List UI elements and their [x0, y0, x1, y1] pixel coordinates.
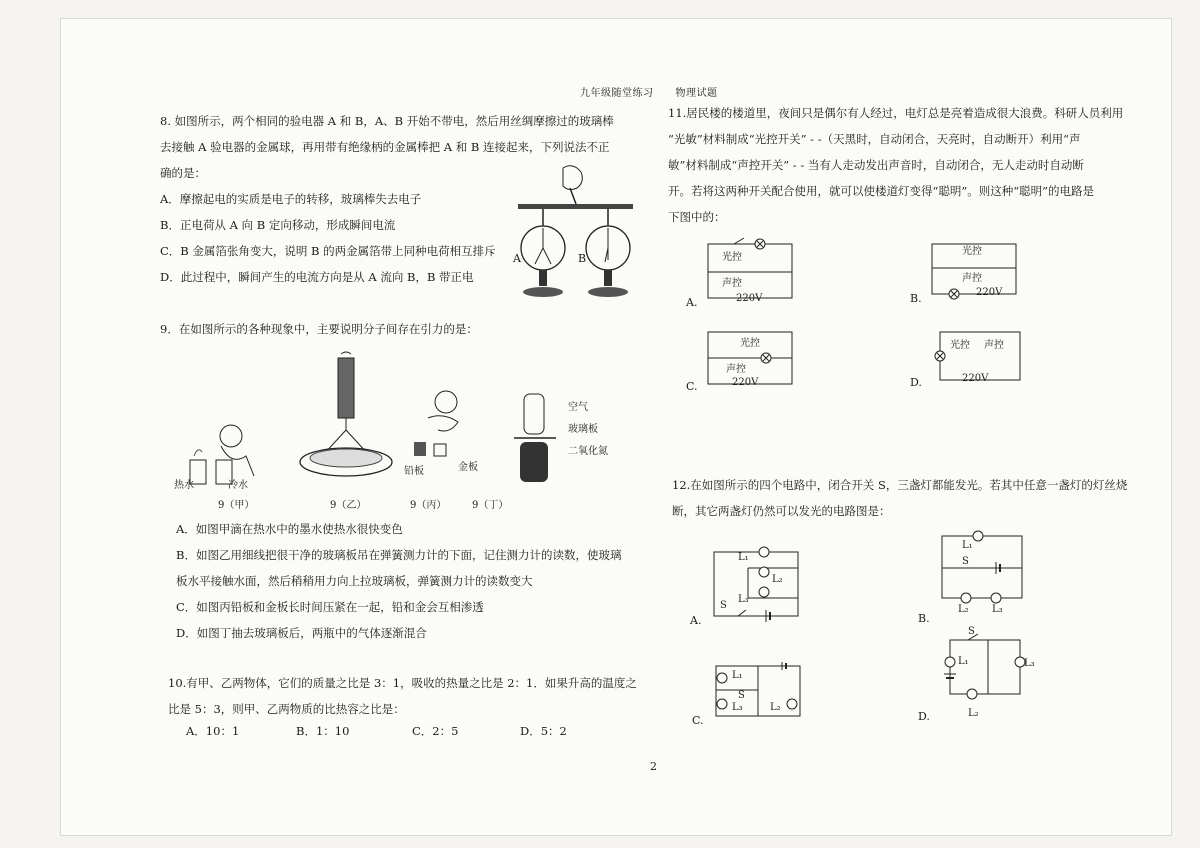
q11-b-voltage: 220V	[976, 287, 1003, 298]
q8-stem-line-2: 去接触 A 验电器的金属球，再用带有绝缘柄的金属棒把 A 和 B 连接起来，下列说法不正	[160, 140, 610, 154]
q12-option-a-letter: A.	[690, 614, 702, 627]
header-subject: 物理试题	[675, 88, 718, 99]
q9-caption-ding: 9（丁）	[472, 500, 509, 511]
q11-b-sound-switch: 声控	[962, 273, 982, 284]
q11-option-d-letter: D.	[910, 376, 922, 389]
q11-d-sound-switch: 声控	[984, 340, 1004, 351]
q12-d-s: S	[968, 626, 975, 637]
q12-d-l1: L₁	[958, 656, 969, 667]
q11-c-light-switch: 光控	[740, 338, 760, 349]
q9-label-air: 空气	[568, 402, 588, 413]
q12-a-l3: L₃	[738, 594, 749, 605]
q12-option-c-letter: C.	[692, 714, 704, 727]
q10-option-c: C．2：5	[412, 724, 459, 738]
q11-c-voltage: 220V	[732, 377, 759, 388]
q9-option-b-cont: 板水平接触水面，然后稍稍用力向上拉玻璃板，弹簧测力计的读数变大	[176, 574, 533, 588]
q11-a-sound-switch: 声控	[722, 278, 742, 289]
q11-a-light-switch: 光控	[722, 252, 742, 263]
q12-c-l3: L₃	[732, 702, 743, 713]
q9-option-d: D．如图丁抽去玻璃板后，两瓶中的气体逐渐混合	[176, 626, 427, 640]
q12-stem-line-1: 12.在如图所示的四个电路中，闭合开关 S，三盏灯都能发光。若其中任意一盏灯的灯丝烧	[672, 478, 1128, 492]
q11-option-a-letter: A.	[686, 296, 698, 309]
question-11	[668, 100, 1148, 230]
q9-label-hot-water: 热水	[174, 480, 194, 491]
q12-c-l1: L₁	[732, 670, 743, 681]
q10-option-a: A．10：1	[186, 724, 240, 738]
q11-d-voltage: 220V	[962, 373, 989, 384]
q12-c-s: S	[738, 690, 745, 701]
q12-b-l3: L₃	[992, 604, 1003, 615]
q9-label-gold-plate: 金板	[458, 462, 478, 473]
q11-option-b-letter: B.	[910, 292, 922, 305]
q8-label-b: B	[578, 252, 587, 265]
q12-circuit-d	[938, 632, 1032, 708]
q8-option-a: A．摩擦起电的实质是电子的转移，玻璃棒失去电子	[160, 192, 422, 206]
q8-electroscope-figure	[508, 160, 648, 310]
q12-b-l2: L₂	[958, 604, 969, 615]
q11-stem-line-5: 下图中的：	[668, 210, 726, 224]
page-header	[580, 84, 718, 99]
page-number: 2	[650, 760, 657, 773]
q11-b-light-switch: 光控	[962, 246, 982, 257]
q12-a-s: S	[720, 600, 727, 611]
q10-option-b: B．1：10	[296, 724, 350, 738]
q12-circuit-b	[938, 528, 1028, 606]
q12-a-l1: L₁	[738, 552, 749, 563]
q9-label-cold-water: 冷水	[228, 480, 248, 491]
q8-option-b: B．正电荷从 A 向 B 定向移动，形成瞬间电流	[160, 218, 396, 232]
q9-option-c: C．如图丙铅板和金板长时间压紧在一起，铅和金会互相渗透	[176, 600, 484, 614]
q12-stem-line-2: 断，其它两盏灯仍然可以发光的电路图是：	[672, 504, 891, 518]
q8-label-a: A	[513, 252, 521, 265]
q8-option-d: D．此过程中，瞬间产生的电流方向是从 A 流向 B，B 带正电	[160, 270, 474, 284]
q9-label-lead-plate: 铅板	[404, 466, 424, 477]
q12-c-l2: L₂	[770, 702, 781, 713]
q9-option-b: B．如图乙用细线把很干净的玻璃板吊在弹簧测力计的下面，记住测力计的读数，使玻璃	[176, 548, 622, 562]
q11-d-light-switch: 光控	[950, 340, 970, 351]
q12-circuit-c	[710, 660, 806, 722]
q10-stem-line-1: 10.有甲、乙两物体，它们的质量之比是 3：1，吸收的热量之比是 2：1．如果升高的温度之	[168, 676, 637, 690]
q11-stem-line-2: “光敏”材料制成“光控开关” - -（天黑时，自动闭合，天亮时，自动断开）利用“声	[668, 132, 1081, 146]
q9-caption-yi: 9（乙）	[330, 500, 367, 511]
q9-caption-jia: 9（甲）	[218, 500, 255, 511]
q12-d-l3: L₃	[1024, 658, 1035, 669]
question-10	[168, 670, 648, 722]
q9-caption-bing: 9（丙）	[410, 500, 447, 511]
q8-stem-line-3: 确的是：	[160, 166, 206, 180]
q11-stem-line-3: 敏”材料制成“声控开关” - - 当有人走动发出声音时，自动闭合，无人走动时自动断	[668, 158, 1084, 172]
q9-label-no2: 二氧化氮	[568, 446, 608, 457]
q11-c-sound-switch: 声控	[726, 364, 746, 375]
q9-figure-yi	[296, 350, 396, 485]
q10-option-d: D．5：2	[520, 724, 567, 738]
q12-d-l2: L₂	[968, 708, 979, 719]
q11-a-voltage: 220V	[736, 293, 763, 304]
q12-b-s: S	[962, 556, 969, 567]
q10-stem-line-2: 比是 5：3，则甲、乙两物质的比热容之比是：	[168, 702, 405, 716]
header-grade: 九年级随堂练习	[580, 88, 654, 99]
q8-option-c: C．B 金属箔张角变大，说明 B 的两金属箔带上同种电荷相互排斥	[160, 244, 496, 258]
q12-b-l1: L₁	[962, 540, 973, 551]
question-9-stem	[160, 316, 640, 342]
q12-option-b-letter: B.	[918, 612, 930, 625]
q12-a-l2: L₂	[772, 574, 783, 585]
q8-stem-line-1: 8. 如图所示，两个相同的验电器 A 和 B，A、B 开始不带电，然后用丝绸摩擦过的玻璃棒	[160, 114, 614, 128]
q11-stem-line-4: 开。若将这两种开关配合使用，就可以使楼道灯变得“聪明”。则这种“聪明”的电路是	[668, 184, 1095, 198]
q11-option-c-letter: C.	[686, 380, 698, 393]
q9-figure-ding	[510, 390, 560, 490]
question-12	[672, 472, 1152, 524]
question-9-options	[176, 516, 646, 646]
q9-stem: 9．在如图所示的各种现象中，主要说明分子间存在引力的是：	[160, 322, 478, 336]
q12-option-d-letter: D.	[918, 710, 930, 723]
q9-label-glass-plate: 玻璃板	[568, 424, 598, 435]
q11-stem-line-1: 11.居民楼的楼道里，夜间只是偶尔有人经过，电灯总是亮着造成很大浪费。科研人员利用	[668, 106, 1124, 120]
q9-option-a: A．如图甲滴在热水中的墨水使热水很快变色	[176, 522, 403, 536]
